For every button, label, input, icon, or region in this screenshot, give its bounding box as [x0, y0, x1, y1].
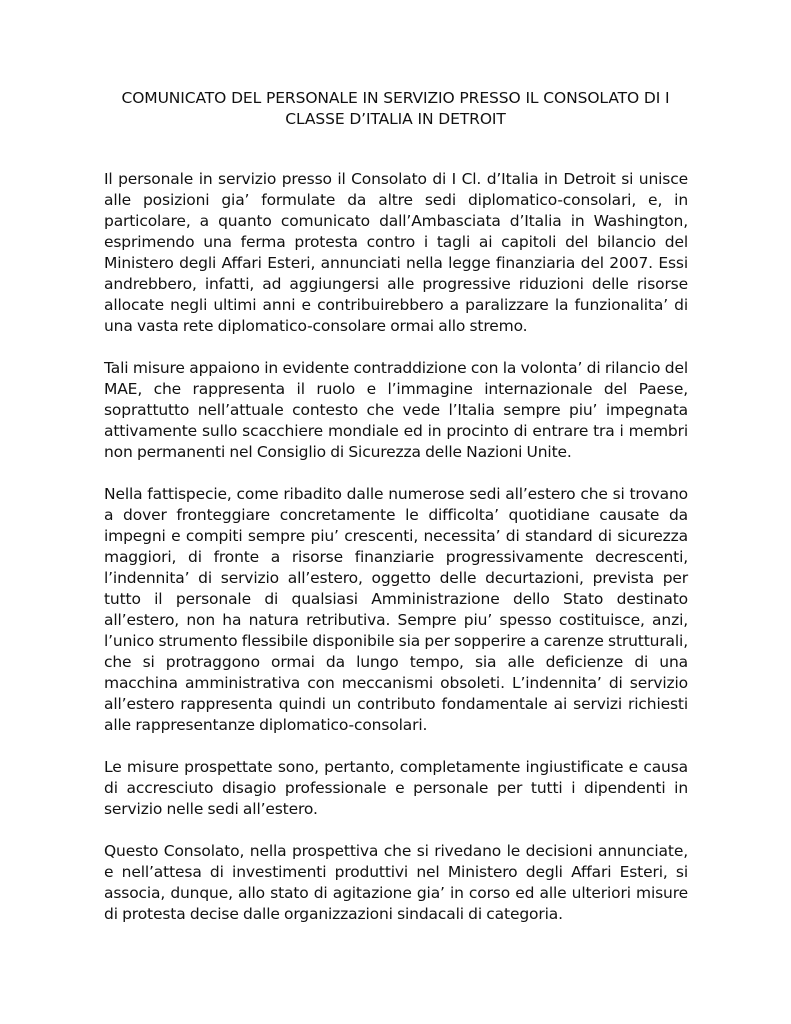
paragraph-3: Nella fattispecie, come ribadito dalle numerose sedi all’estero che si trovano a dover fronteggiare concretamente le difficolta’ quotidiane causate da impegni e compiti sempre piu’ crescenti, necessita’ di standard di sicurezza maggiori, di fronte a risorse finanziarie progressivamente decrescenti, l’indennita’ di servizio all’estero, oggetto delle decurtazioni, prevista per tutto il personale di qualsiasi Amministrazione dello Stato destinato all’estero, non ha natura retributiva. Sempre piu’ spesso costituisce, anzi, l’unico strumento flessibile disponibile sia per sopperire a carenze strutturali, che si protraggono ormai da lungo tempo, sia alle deficienze di una macchina amministrativa con meccanismi obsoleti. L’indennita’ di servizio all’estero rappresenta quindi un contributo fondamentale ai servizi richiesti alle rappresentanze diplomatico-consolari.: [104, 485, 688, 734]
title-line-1: COMUNICATO DEL PERSONALE IN SERVIZIO PRESSO IL CONSOLATO DI I: [121, 89, 670, 107]
paragraph-5: Questo Consolato, nella prospettiva che si rivedano le decisioni annunciate, e nell’attesa di investimenti produttivi nel Ministero degli Affari Esteri, si associa, dunque, allo stato di agitazione gia’ in corso ed alle ulteriori misure di protesta decise dalle organizzazioni sindacali di categoria.: [104, 842, 688, 923]
document-body: [104, 169, 688, 946]
paragraph-1: Il personale in servizio presso il Consolato di I Cl. d’Italia in Detroit si unisce alle posizioni gia’ formulate da altre sedi diplomatico-consolari, e, in particolare, a quanto comunicato dall’Ambasciata d’Italia in Washington, esprimendo una ferma protesta contro i tagli ai capitoli del bilancio del Ministero degli Affari Esteri, annunciati nella legge finanziaria del 2007. Essi andrebbero, infatti, ad aggiungersi alle progressive riduzioni delle risorse allocate negli ultimi anni e contribuirebbero a paralizzare la funzionalita’ di una vasta rete diplomatico-consolare ormai allo stremo.: [104, 170, 688, 335]
title-line-2: CLASSE D’ITALIA IN DETROIT: [285, 110, 506, 128]
document-title: [104, 88, 687, 130]
paragraph-4: Le misure prospettate sono, pertanto, completamente ingiustificate e causa di accresciuto disagio professionale e personale per tutti i dipendenti in servizio nelle sedi all’estero.: [104, 758, 688, 818]
paragraph-2: Tali misure appaiono in evidente contraddizione con la volonta’ di rilancio del MAE, che rappresenta il ruolo e l’immagine internazionale del Paese, soprattutto nell’attuale contesto che vede l’Italia sempre piu’ impegnata attivamente sullo scacchiere mondiale ed in procinto di entrare tra i membri non permanenti nel Consiglio di Sicurezza delle Nazioni Unite.: [104, 359, 688, 461]
